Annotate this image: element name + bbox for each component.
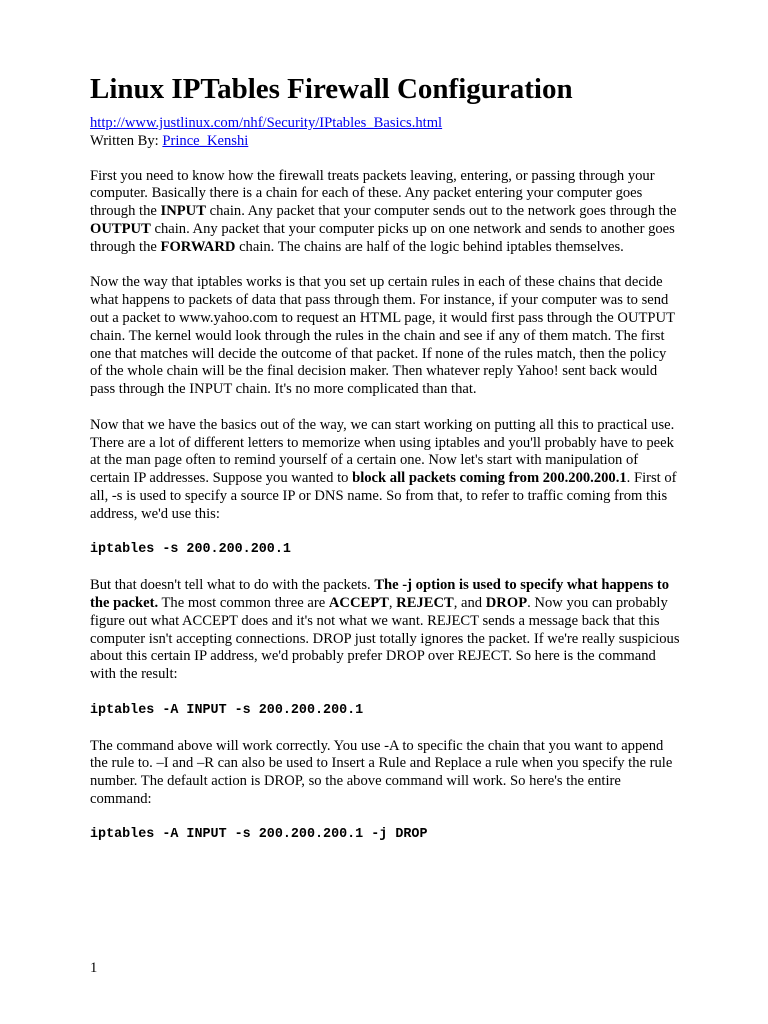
p4-text-3: , [388, 594, 397, 611]
source-url-link[interactable]: http://www.justlinux.com/nhf/Security/IPtables_Basics.html [90, 115, 443, 131]
written-by-label: Written By: [90, 132, 163, 149]
p3-text-1: Now that we have the basics out of the way, we can start working on putting all this to practical use. There are a lot of different letters to memorize when using iptables and you'll probably have to peek at the man page often to remind yourself of a certain one. Now let's start with manipulation of certain IP addresses. Suppose you wanted to [90, 416, 675, 487]
page-number: 1 [90, 960, 98, 976]
p4-text-4: , and [453, 594, 486, 611]
code-block-source: iptables -s 200.200.200.1 [90, 542, 291, 558]
p4-text-1: But that doesn't tell what to do with the packets. [90, 577, 375, 594]
code-block-drop: iptables -A INPUT -s 200.200.200.1 -j DROP [90, 827, 428, 843]
page-title: Linux IPTables Firewall Configuration [90, 73, 573, 105]
output-chain-term: OUTPUT [90, 220, 151, 237]
p1-text-1: First you need to know how the firewall treats packets leaving, entering, or passing through your computer. Basically there is a chain for each of these. Any packet entering your computer goes through the [90, 167, 655, 220]
p1-text-3: chain. Any packet that your computer picks up on one network and sends to another goes through the [90, 220, 675, 255]
j-option-emphasis: The -j option is used to specify what happens to the packet. [90, 577, 670, 611]
p3-text-2: . First of all, -s is used to specify a source IP or DNS name. So from that, to refer to traffic coming from this address, we'd use this: [90, 470, 677, 522]
paragraph-chains [90, 168, 680, 257]
input-chain-term: INPUT [160, 203, 206, 220]
reject-term: REJECT [396, 594, 454, 611]
p4-text-2: The most common three are [158, 594, 329, 611]
p1-text-2: chain. Any packet that your computer sends out to the network goes through the [205, 203, 677, 220]
author-link[interactable]: Prince_Kenshi [162, 132, 249, 149]
forward-chain-term: FORWARD [160, 238, 236, 255]
p1-text-4: chain. The chains are half of the logic behind iptables themselves. [235, 238, 624, 255]
paragraph-rules: Now the way that iptables works is that you set up certain rules in each of these chains that decide what happens to packets of data that pass through them. For instance, if your computer was to send out a packet to www.yahoo.com to request an HTML page, it would first pass through the OUTPUT chain. The kernel would look through the rules in the chain and see if any of them match. The first one that matches will decide the outcome of that packet. If none of the rules match, then the policy of the whole chain will be the final decision maker. Then whatever reply Yahoo! sent back would pass through the INPUT chain. It's no more complicated than that. [90, 274, 675, 398]
paragraph-append: The command above will work correctly. You use -A to specific the chain that you want to append the rule to. –I and –R can also be used to Insert a Rule and Replace a rule when you specify the rule number. The default action is DROP, so the above command will work. So here's the entire command: [90, 737, 673, 807]
accept-term: ACCEPT [328, 594, 389, 611]
paragraph-ip-filter [90, 417, 680, 524]
article-meta [90, 115, 680, 151]
document-page [90, 70, 680, 862]
paragraph-j-option [90, 577, 680, 684]
code-block-append: iptables -A INPUT -s 200.200.200.1 [90, 702, 364, 718]
byline [90, 133, 680, 151]
source-line [90, 115, 680, 133]
drop-term: DROP [485, 594, 528, 611]
block-packets-emphasis: block all packets coming from 200.200.200.1 [352, 470, 627, 487]
p4-text-5: . Now you can probably figure out what ACCEPT does and it's not what we want. REJECT sends a message back that this computer isn't accepting connections. DROP just totally ignores the packet. If we're really suspicious about this certain IP address, we'd probably prefer DROP over REJECT. So here is the command with the result: [90, 594, 680, 683]
